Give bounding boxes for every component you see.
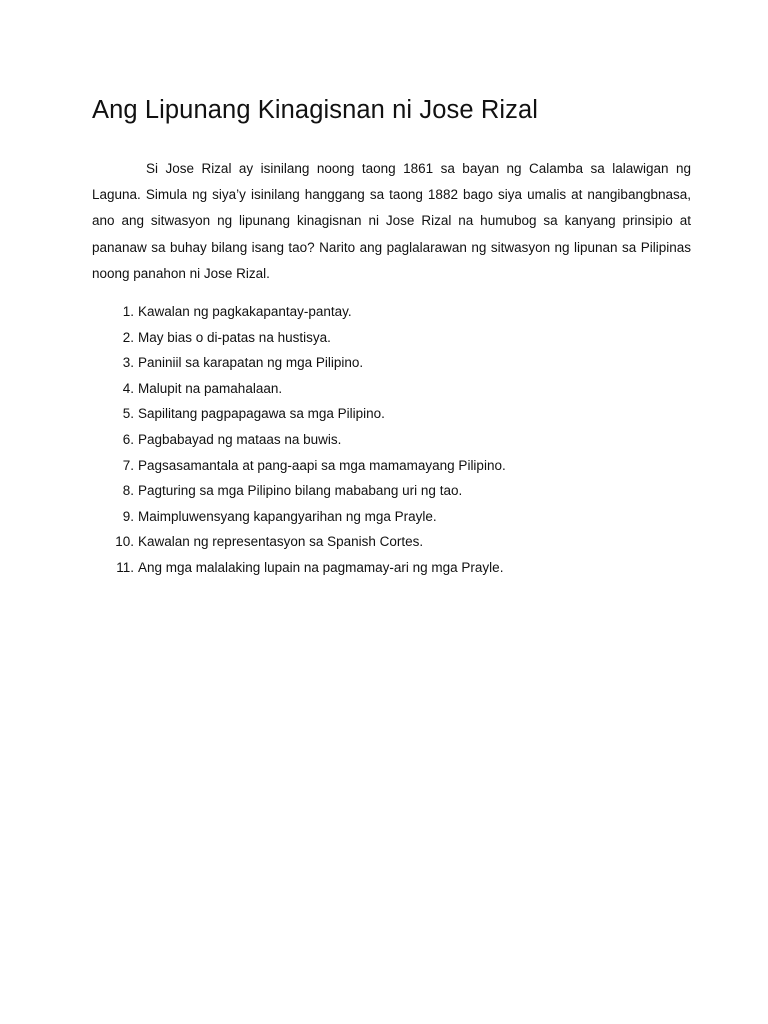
list-item-text: Pagbabayad ng mataas na buwis.: [138, 431, 342, 447]
list-item: [92, 325, 691, 351]
list-item-number: 9 .: [113, 504, 136, 530]
list-item: [92, 299, 691, 325]
list-item-number: 7 .: [113, 453, 136, 479]
list-item: [92, 529, 691, 555]
list-item-text: Maimpluwensyang kapangyarihan ng mga Prayle.: [138, 508, 437, 524]
list-item-text: Malupit na pamahalaan.: [138, 380, 283, 396]
list-item-number: 10 .: [113, 529, 136, 555]
list-item-text: Paniniil sa karapatan ng mga Pilipino.: [138, 355, 364, 371]
list-item: [92, 453, 691, 479]
list-item-text: May bias o di-patas na hustisya.: [138, 329, 331, 345]
list-item: [92, 350, 691, 376]
intro-paragraph: Si Jose Rizal ay isinilang noong taong 1861 sa bayan ng Calamba sa lalawigan ng Laguna. Simula ng siya’y isinilang hanggang sa taong 1882 bago siya umalis at nangibangbnasa, ano ang sitwasyon ng lipunang kinagisnan ni Jose Rizal na humubog sa kanyang prinsipio at pananaw sa buhay bilang isang tao? Narito ang paglalarawan ng sitwasyon ng lipunan sa Pilipinas noong panahon ni Jose Rizal.: [92, 161, 691, 281]
list-item: [92, 427, 691, 453]
list-item-text: Kawalan ng pagkakapantay-pantay.: [138, 304, 352, 320]
list-item-number: 1 .: [113, 299, 136, 325]
list-item-number: 5 .: [113, 401, 136, 427]
list-item-text: Pagturing sa mga Pilipino bilang mababang uri ng tao.: [138, 483, 463, 499]
list-item-number: 6 .: [113, 427, 136, 453]
issue-list: [92, 299, 691, 581]
list-item: [92, 401, 691, 427]
list-item: [92, 555, 691, 581]
list-item-text: Pagsasamantala at pang-aapi sa mga mamamayang Pilipino.: [138, 457, 506, 473]
list-item-text: Sapilitang pagpapagawa sa mga Pilipino.: [138, 406, 385, 422]
document-page: [92, 94, 691, 581]
list-item-text: Ang mga malalaking lupain na pagmamay-ari ng mga Prayle.: [138, 559, 504, 575]
list-item-number: 2 .: [113, 325, 136, 351]
list-item-number: 11 .: [113, 555, 136, 581]
document-title: Ang Lipunang Kinagisnan ni Jose Rizal: [92, 96, 539, 124]
list-item-number: 3 .: [113, 350, 136, 376]
list-item-text: Kawalan ng representasyon sa Spanish Cortes.: [138, 534, 424, 550]
list-item-number: 4 .: [113, 376, 136, 402]
list-item: [92, 376, 691, 402]
list-item-number: 8 .: [113, 478, 136, 504]
list-item: [92, 504, 691, 530]
list-item: [92, 478, 691, 504]
